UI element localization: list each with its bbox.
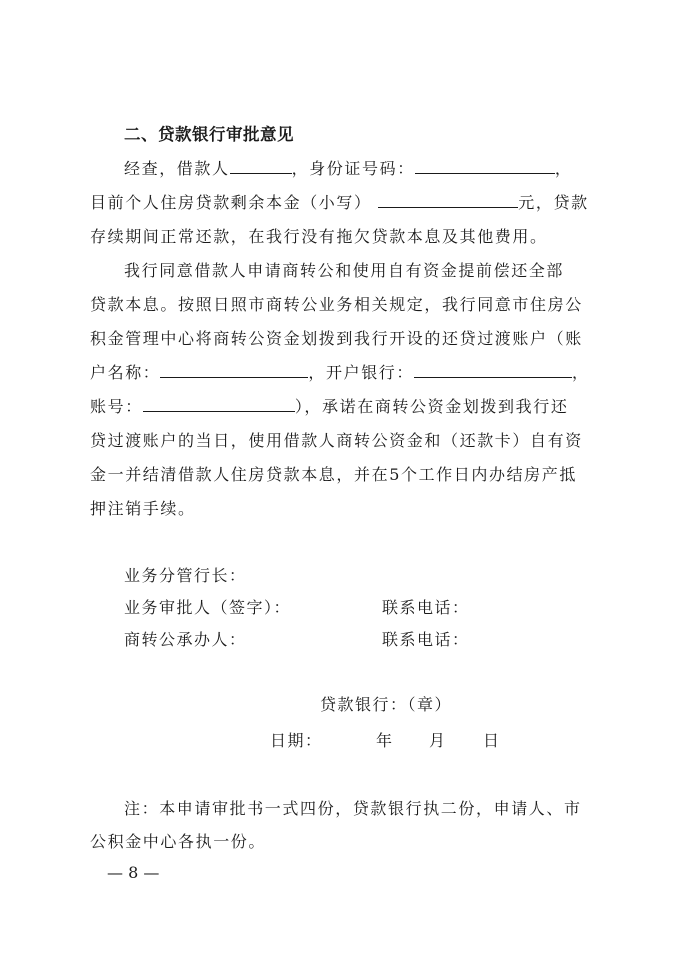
paragraph2-line3: 积金管理中心将商转公资金划拨到我行开设的还贷过渡账户（账: [90, 329, 583, 348]
comma: ，: [554, 159, 573, 178]
paragraph2-line6: 贷过渡账户的当日，使用借款人商转公资金和（还款卡）自有资: [90, 431, 583, 450]
remaining-principal-label: 目前个人住房贷款剩余本金（小写）: [90, 193, 372, 212]
currency-unit: 元，贷款: [518, 193, 589, 212]
commitment-text: ），承诺在商转公资金划拨到我行还: [294, 397, 569, 416]
id-number-label: ，身份证号码：: [291, 159, 415, 178]
comma: ，: [572, 363, 590, 382]
paragraph1-line2: [90, 192, 589, 214]
id-number-blank: [415, 158, 555, 174]
paragraph2-line1: 我行同意借款人申请商转公和使用自有资金提前偿还全部: [124, 261, 565, 280]
approver-phone-label: 联系电话：: [382, 598, 470, 617]
borrower-name-blank: [230, 158, 292, 174]
account-number-blank: [143, 396, 295, 412]
date-day: 日: [483, 731, 501, 750]
note-line1: 注：本申请审批书一式四份，贷款银行执二份，申请人、市: [124, 799, 582, 818]
branch-manager-label: 业务分管行长：: [124, 566, 247, 585]
page-number: — 8 —: [107, 863, 160, 882]
borrower-label: 经查，借款人: [124, 159, 230, 178]
remaining-principal-blank: [378, 192, 518, 208]
paragraph2-line8: 押注销手续。: [90, 499, 196, 518]
note-line2: 公积金中心各执一份。: [90, 832, 267, 851]
date-label: 日期：: [270, 731, 323, 750]
opening-bank-blank: [414, 362, 572, 378]
paragraph2-line2: 贷款本息。按照日照市商转公业务相关规定，我行同意市住房公: [90, 295, 583, 314]
date-year: 年: [376, 731, 394, 750]
account-name-blank: [160, 362, 308, 378]
lending-bank-seal-label: 贷款银行：（章）: [320, 695, 453, 714]
paragraph2-line7: 金一并结清借款人住房贷款本息，并在5个工作日内办结房产抵: [90, 465, 577, 484]
paragraph1-line3: 存续期间正常还款，在我行没有拖欠贷款本息及其他费用。: [90, 227, 548, 246]
date-month: 月: [429, 731, 447, 750]
account-name-label: 户名称：: [90, 363, 161, 382]
paragraph2-line5: [90, 396, 568, 418]
handler-label: 商转公承办人：: [124, 630, 247, 649]
approver-label: 业务审批人（签字）：: [124, 598, 292, 617]
section-title: 二、贷款银行审批意见: [124, 125, 294, 144]
opening-bank-label: ，开户银行：: [308, 363, 415, 382]
handler-phone-label: 联系电话：: [382, 630, 470, 649]
paragraph2-line4: [90, 362, 590, 384]
account-number-label: 账号：: [90, 397, 143, 416]
paragraph1-line1: [124, 158, 572, 180]
